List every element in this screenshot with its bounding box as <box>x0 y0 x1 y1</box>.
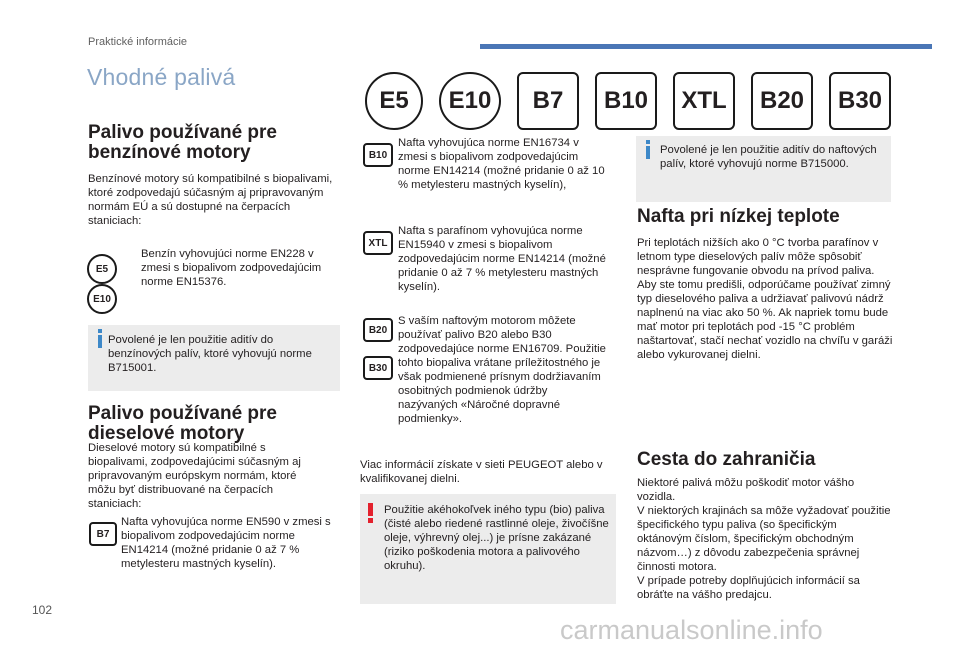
diesel-info-text: Povolené je len použitie aditív do naftových palív, ktoré vyhovujú norme B715000. <box>660 144 877 170</box>
b20-fuel-label-icon: B20 <box>751 72 813 130</box>
running-head: Praktické informácie <box>88 36 188 48</box>
b10-small-icon: B10 <box>363 143 393 167</box>
e10-fuel-label-icon: E10 <box>439 72 501 130</box>
xtl-fuel-label-icon: XTL <box>673 72 735 130</box>
warning-icon <box>368 503 373 516</box>
b7-fuel-label-icon: B7 <box>517 72 579 130</box>
watermark: carmanualsonline.info <box>560 615 823 645</box>
cold-text: Pri teplotách nižších ako 0 °C tvorba parafínov v letnom type dieselových palív môže spôsobiť nesprávne fungovanie obvodu na prívod paliva. Aby ste tomu predišli, odporúčame používať zimný typ dieselového paliva a udržiavať palivovú nádrž naplnenú na viac ako 50 %. Ak napriek tomu bude mať motor pri teplotách pod -15 °C problém naštartovať, stačí nechať vozidlo na chvíľu v garáži alebo vykurovanej dielni. <box>637 237 893 361</box>
abroad-text-1: Niektoré palivá môžu poškodiť motor vášho vozidla. <box>637 477 855 503</box>
b30-small-icon: B30 <box>363 356 393 380</box>
info-icon <box>98 329 102 333</box>
diesel-intro: Dieselové motory sú kompatibilné s biopalivami, zodpovedajúcimi súčasným aj pripravovaným európskym normám, ktoré môžu byť distribuované na čerpacích staniciach: <box>88 442 301 510</box>
b10-description: Nafta vyhovujúca norme EN16734 v zmesi s biopalivom zodpovedajúcim norme EN14214 (možné pridanie 0 až 10 % metylesteru mastných kyselín), <box>398 137 605 191</box>
b30-fuel-label-icon: B30 <box>829 72 891 130</box>
e-fuel-description: Benzín vyhovujúci norme EN228 v zmesi s biopalivom zodpovedajúcim norme EN15376. <box>141 248 322 288</box>
abroad-heading: Cesta do zahraničia <box>637 449 816 470</box>
warning-text: Použitie akéhokoľvek iného typu (bio) paliva (čisté alebo riedené rastlinné oleje, živočíšne oleje, výhrevný olej...) je prísne zakázané (riziko poškodenia motora a palivového okruhu). <box>384 504 609 572</box>
petrol-intro: Benzínové motory sú kompatibilné s biopalivami, ktoré zodpovedajú súčasným aj pripravovaným normám EÚ a sú dostupné na čerpacích staniciach: <box>88 173 333 227</box>
e10-small-icon: E10 <box>87 284 117 314</box>
b7-description: Nafta vyhovujúca norme EN590 v zmesi s biopalivom zodpovedajúcim norme EN14214 (možné pridanie 0 až 7 % metylesteru mastných kyselín). <box>121 516 331 570</box>
info-icon <box>646 140 650 144</box>
page-title: Vhodné palivá <box>87 64 236 90</box>
b20-small-icon: B20 <box>363 318 393 342</box>
xtl-description: Nafta s parafínom vyhovujúca norme EN15940 v zmesi s biopalivom zodpovedajúcim norme EN14214 (možné pridanie 0 až 7 % metylesteru mastných kyselín). <box>398 225 606 293</box>
abroad-text-3: V prípade potreby doplňujúcich informácií sa obráťte na vášho predajcu. <box>637 575 860 601</box>
page-number: 102 <box>32 603 53 617</box>
more-info-text: Viac informácií získate v sieti PEUGEOT alebo v kvalifikovanej dielni. <box>360 459 603 485</box>
e5-small-icon: E5 <box>87 254 117 284</box>
xtl-small-icon: XTL <box>363 231 393 255</box>
b20-b30-description: S vaším naftovým motorom môžete používať palivo B20 alebo B30 zodpovedajúce norme EN16709. Použitie tohto biopaliva vrátane príležitostného je však podmienené prísnym dodržiavaním osobitných podmienok údržby nazývaných «Náročné dopravné podmienky». <box>398 315 606 425</box>
diesel-heading: Palivo používané pre dieselové motory <box>88 403 277 444</box>
e5-fuel-label-icon: E5 <box>365 72 423 130</box>
petrol-heading: Palivo používané pre benzínové motory <box>88 122 277 163</box>
diesel-info-box <box>636 136 891 202</box>
abroad-text-2: V niektorých krajinách sa môže vyžadovať použitie špecifického typu paliva (so špecifickým oktánovým číslom, špecifickým obchodným názvom…) z dôvodu zabezpečenia správnej činnosti motora. <box>637 505 891 573</box>
b10-fuel-label-icon: B10 <box>595 72 657 130</box>
warning-box <box>360 494 616 604</box>
petrol-info-text: Povolené je len použitie aditív do benzínových palív, ktoré vyhovujú norme B715001. <box>108 334 312 374</box>
header-accent-bar <box>480 44 932 49</box>
petrol-info-box <box>88 325 340 391</box>
cold-heading: Nafta pri nízkej teplote <box>637 206 840 227</box>
b7-small-icon: B7 <box>89 522 117 546</box>
